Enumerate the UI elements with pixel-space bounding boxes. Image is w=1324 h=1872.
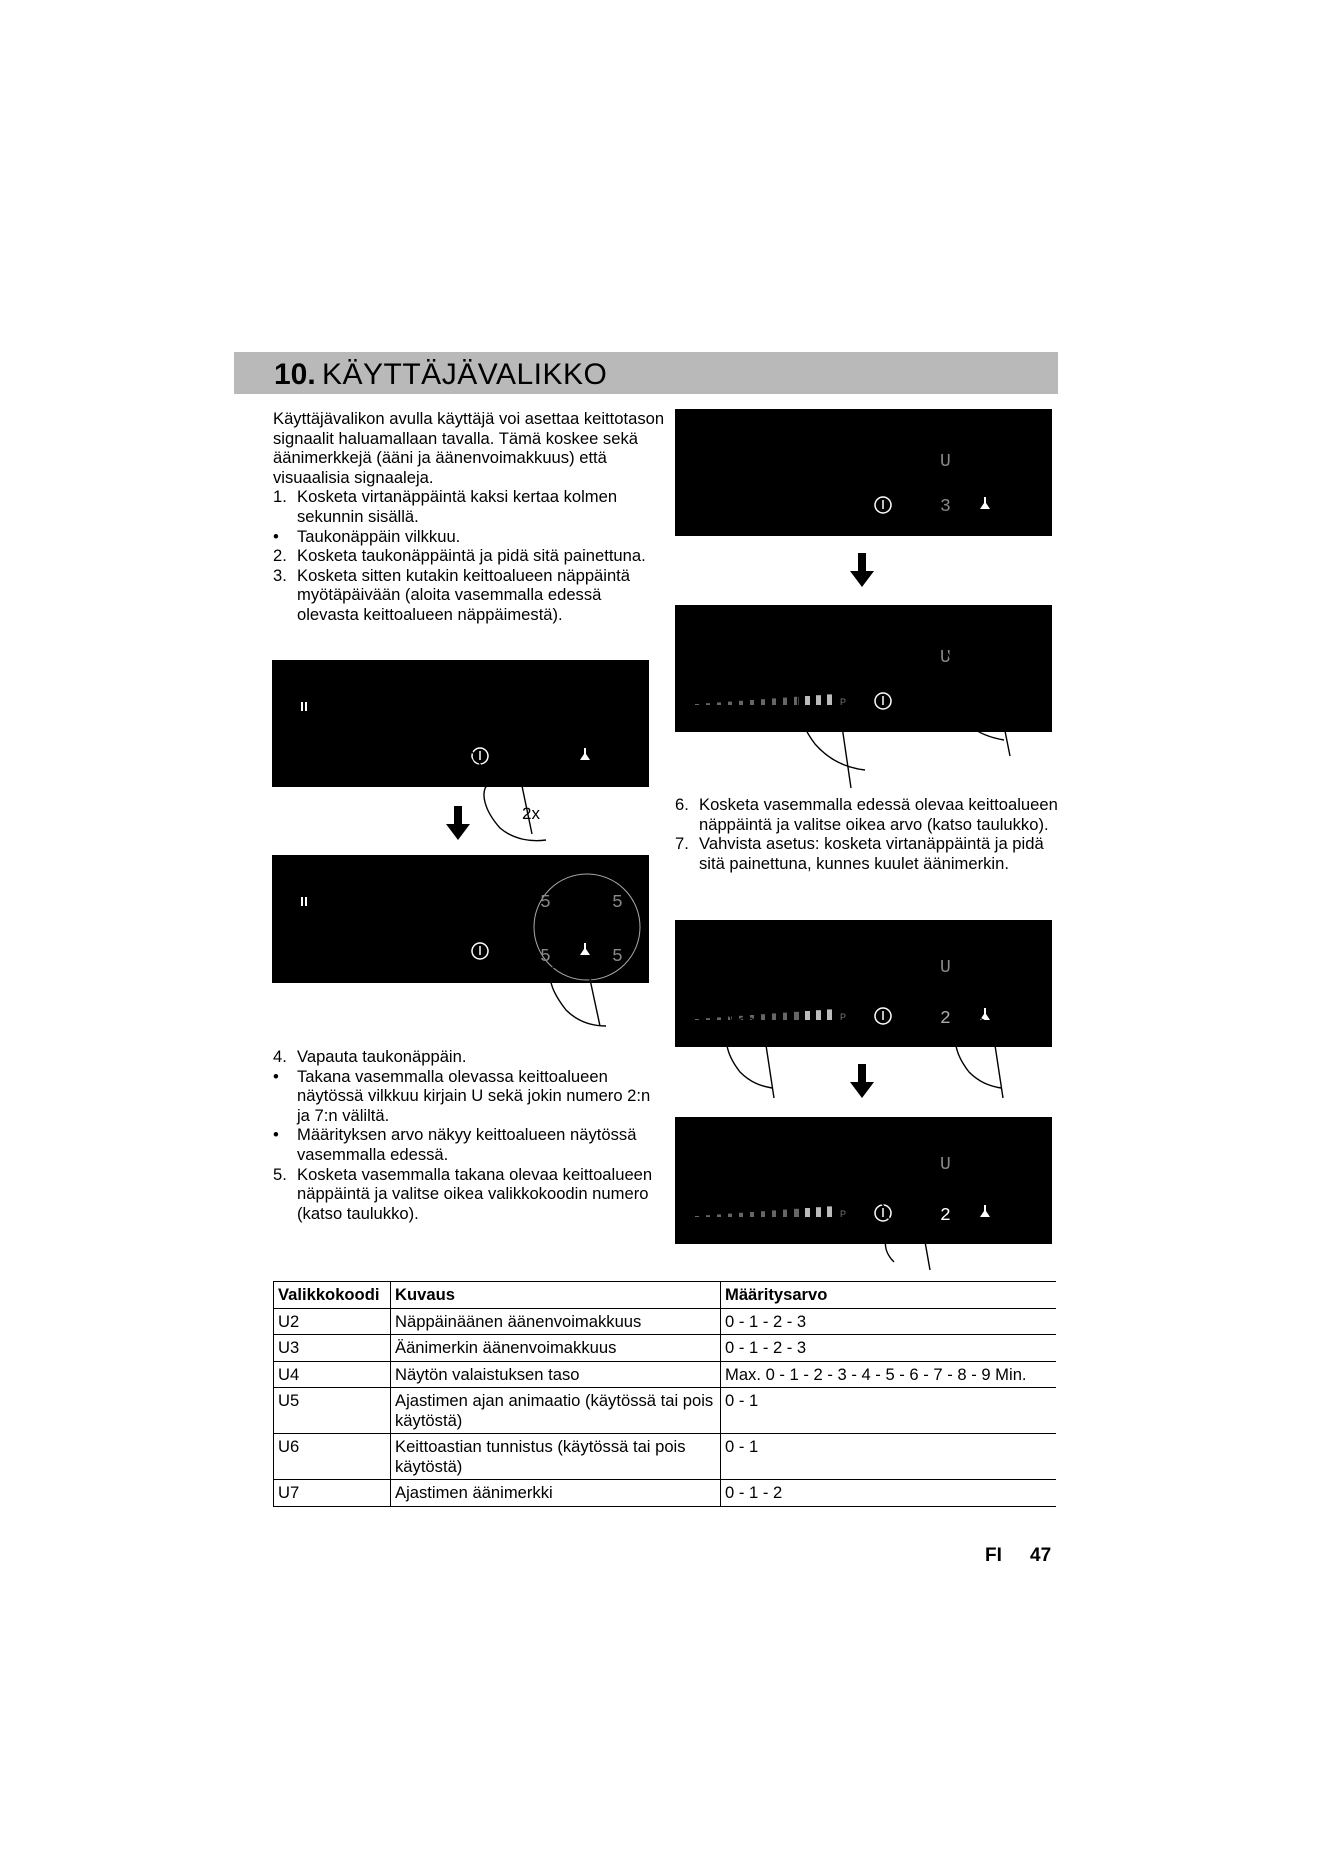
table-cell: Ajastimen ajan animaatio (käytössä tai pois käytöstä) xyxy=(391,1388,721,1434)
display-u: U xyxy=(940,452,951,472)
touch-hand-icon xyxy=(785,640,895,790)
slider-segment xyxy=(805,1208,810,1217)
footer-language: FI xyxy=(985,1545,1002,1566)
list-text: Määrityksen arvo näkyy keittoalueen näytössä vasemmalla edessä. xyxy=(297,1125,637,1164)
display-value: 3 xyxy=(940,497,951,517)
list-text: Kosketa taukonäppäintä ja pidä sitä painettuna. xyxy=(297,546,646,566)
table-row xyxy=(274,1361,1056,1388)
table-cell: U2 xyxy=(274,1308,391,1335)
zone-display-rear-left: 5 xyxy=(540,893,551,913)
slider-segment xyxy=(794,1209,799,1217)
slider-segment xyxy=(695,704,699,705)
list-marker: 7. xyxy=(675,834,689,854)
list-marker: 5. xyxy=(273,1164,287,1184)
list-marker: • xyxy=(273,1066,279,1086)
slider-segment xyxy=(706,703,710,705)
left-column-bottom xyxy=(273,1047,665,1223)
list-marker: 6. xyxy=(675,795,689,814)
list-marker: 1. xyxy=(273,487,287,507)
figure-panel-confirm xyxy=(675,1117,1052,1244)
touch-hand-icon xyxy=(940,640,1050,760)
list-item xyxy=(273,1125,665,1164)
table-row xyxy=(274,1335,1056,1362)
table-row xyxy=(274,1480,1056,1507)
list-item xyxy=(273,1047,665,1067)
slider-segment xyxy=(706,1215,710,1217)
table-cell: U7 xyxy=(274,1480,391,1507)
list-text: Kosketa virtanäppäintä kaksi kertaa kolmen sekunnin sisällä. xyxy=(297,487,618,526)
pause-icon xyxy=(301,702,307,711)
p-label: P xyxy=(840,1012,847,1022)
instruction-list-right xyxy=(675,795,1060,873)
intro-paragraph: Käyttäjävalikon avulla käyttäjä voi asettaa keittotason signaalit haluamallaan tavalla. Tämä koskee sekä äänimerkkejä (ääni ja äänenvoimakkuus) että visuaalisia signaaleja. xyxy=(273,409,665,487)
list-text: Vapauta taukonäppäin. xyxy=(297,1047,467,1066)
hood-fan-icon xyxy=(980,1205,990,1217)
section-header xyxy=(234,352,1058,394)
list-item xyxy=(273,527,665,547)
touch-hand-icon xyxy=(945,990,1045,1100)
figure-panel-display-u3 xyxy=(675,409,1052,536)
slider-segment xyxy=(816,1010,821,1020)
table-cell: U5 xyxy=(274,1388,391,1434)
table-cell: Näytön valaistuksen taso xyxy=(391,1361,721,1388)
list-item xyxy=(675,834,1060,873)
list-text: Kosketa vasemmalla takana olevaa keittoalueen näppäintä ja valitse oikea valikkokoodin numero (katso taulukko). xyxy=(297,1164,653,1223)
table-row xyxy=(274,1388,1056,1434)
list-text: Vahvista asetus: kosketa virtanäppäintä ja pidä sitä painettuna, kunnes kuulet äänimerkin. xyxy=(699,834,1044,873)
slider-segment xyxy=(772,698,776,705)
list-item xyxy=(675,795,1060,834)
instruction-list-continued xyxy=(273,1047,665,1223)
section-number: 10. xyxy=(274,358,316,391)
slider-segment xyxy=(761,1211,765,1217)
list-text: Kosketa sitten kutakin keittoalueen näppäintä myötäpäivään (aloita vasemmalla edessä olevasta keittoalueen näppäimestä). xyxy=(297,565,631,624)
table-cell: 0 - 1 - 2 - 3 xyxy=(721,1335,1056,1362)
table-cell: U3 xyxy=(274,1335,391,1362)
table-cell: Keittoastian tunnistus (käytössä tai pois käytöstä) xyxy=(391,1434,721,1480)
list-marker: • xyxy=(273,1125,279,1145)
list-text: Takana vasemmalla olevassa keittoalueen näytössä vilkkuu kirjain U sekä jokin numero 2:n ja 7:n väliltä. xyxy=(297,1066,651,1125)
list-marker: • xyxy=(273,526,279,546)
table-cell: 0 - 1 - 2 xyxy=(721,1480,1056,1507)
hood-fan-icon xyxy=(980,497,990,509)
list-item xyxy=(273,1067,665,1126)
zone-display-front-right: 5 xyxy=(612,947,623,967)
table-row xyxy=(274,1434,1056,1480)
slider-segment xyxy=(717,1214,721,1217)
table-header-cell: Kuvaus xyxy=(391,1282,721,1309)
display-u: U xyxy=(940,1155,951,1175)
table-cell: 0 - 1 xyxy=(721,1434,1056,1480)
pause-icon xyxy=(301,897,307,906)
list-marker: 2. xyxy=(273,546,287,566)
footer-page-number: 47 xyxy=(1030,1545,1052,1566)
table-cell: Ajastimen äänimerkki xyxy=(391,1480,721,1507)
touch-count-label: 2x xyxy=(522,804,540,823)
zone-display-rear-right: 5 xyxy=(612,893,623,913)
touch-hand-icon xyxy=(460,744,580,849)
slider-segment xyxy=(827,1206,832,1217)
hood-fan-icon xyxy=(580,748,590,760)
touch-hand-icon xyxy=(870,1200,980,1272)
p-label: P xyxy=(840,697,847,707)
table-cell: 0 - 1 xyxy=(721,1388,1056,1434)
section-title: KÄYTTÄJÄVALIKKO xyxy=(322,358,608,391)
slider-segment xyxy=(695,1019,699,1020)
instruction-list xyxy=(273,487,665,624)
slider-segment xyxy=(717,702,721,705)
touch-hand-icon xyxy=(530,930,640,1030)
table-cell: U4 xyxy=(274,1361,391,1388)
slider-segment xyxy=(816,1207,821,1217)
slider-segment xyxy=(761,699,765,705)
display-value: 2 xyxy=(940,1009,951,1029)
power-icon xyxy=(875,497,891,513)
slider-segment xyxy=(750,700,754,705)
slider-segment xyxy=(750,1212,754,1217)
table-cell: Max. 0 - 1 - 2 - 3 - 4 - 5 - 6 - 7 - 8 - 9 Min. xyxy=(721,1361,1056,1388)
p-label: P xyxy=(840,1209,847,1219)
list-text: Taukonäppäin vilkkuu. xyxy=(297,526,461,546)
slider-segment xyxy=(739,701,743,705)
power-icon xyxy=(472,943,488,959)
table-row xyxy=(274,1308,1056,1335)
table-header-cell: Valikkokoodi xyxy=(274,1282,391,1309)
slider-segment xyxy=(783,1210,787,1217)
menu-code-table xyxy=(273,1281,1056,1507)
down-arrow-icon xyxy=(850,553,874,587)
slider-segment xyxy=(728,702,732,705)
touch-hand-icon xyxy=(700,990,810,1100)
table-cell: Näppäinäänen äänenvoimakkuus xyxy=(391,1308,721,1335)
down-arrow-icon xyxy=(850,1064,874,1098)
table-header-cell: Määritysarvo xyxy=(721,1282,1056,1309)
left-column-top xyxy=(273,409,665,625)
list-marker: 4. xyxy=(273,1047,287,1066)
display-value: 2 xyxy=(940,1206,951,1226)
slider-segment xyxy=(728,1214,732,1217)
slider-segment xyxy=(827,1009,832,1020)
list-item xyxy=(273,1165,665,1224)
slider-segment xyxy=(695,1216,699,1217)
list-item xyxy=(273,546,665,566)
right-column-text xyxy=(675,795,1060,873)
display-u: U xyxy=(940,958,951,978)
list-item xyxy=(273,566,665,625)
power-icon xyxy=(875,1008,891,1024)
down-arrow-icon xyxy=(446,806,470,840)
list-item xyxy=(273,487,665,526)
table-header-row xyxy=(274,1282,1056,1309)
table-cell: Äänimerkin äänenvoimakkuus xyxy=(391,1335,721,1362)
table-cell: 0 - 1 - 2 - 3 xyxy=(721,1308,1056,1335)
table-cell: U6 xyxy=(274,1434,391,1480)
list-marker: 3. xyxy=(273,565,287,585)
zone-display-front-left: 5 xyxy=(540,947,551,967)
list-text: Kosketa vasemmalla edessä olevaa keittoalueen näppäintä ja valitse oikea arvo (katso taulukko). xyxy=(699,795,1058,834)
display-u: U xyxy=(940,648,951,668)
slider-segment xyxy=(739,1213,743,1217)
slider-segment xyxy=(772,1210,776,1217)
